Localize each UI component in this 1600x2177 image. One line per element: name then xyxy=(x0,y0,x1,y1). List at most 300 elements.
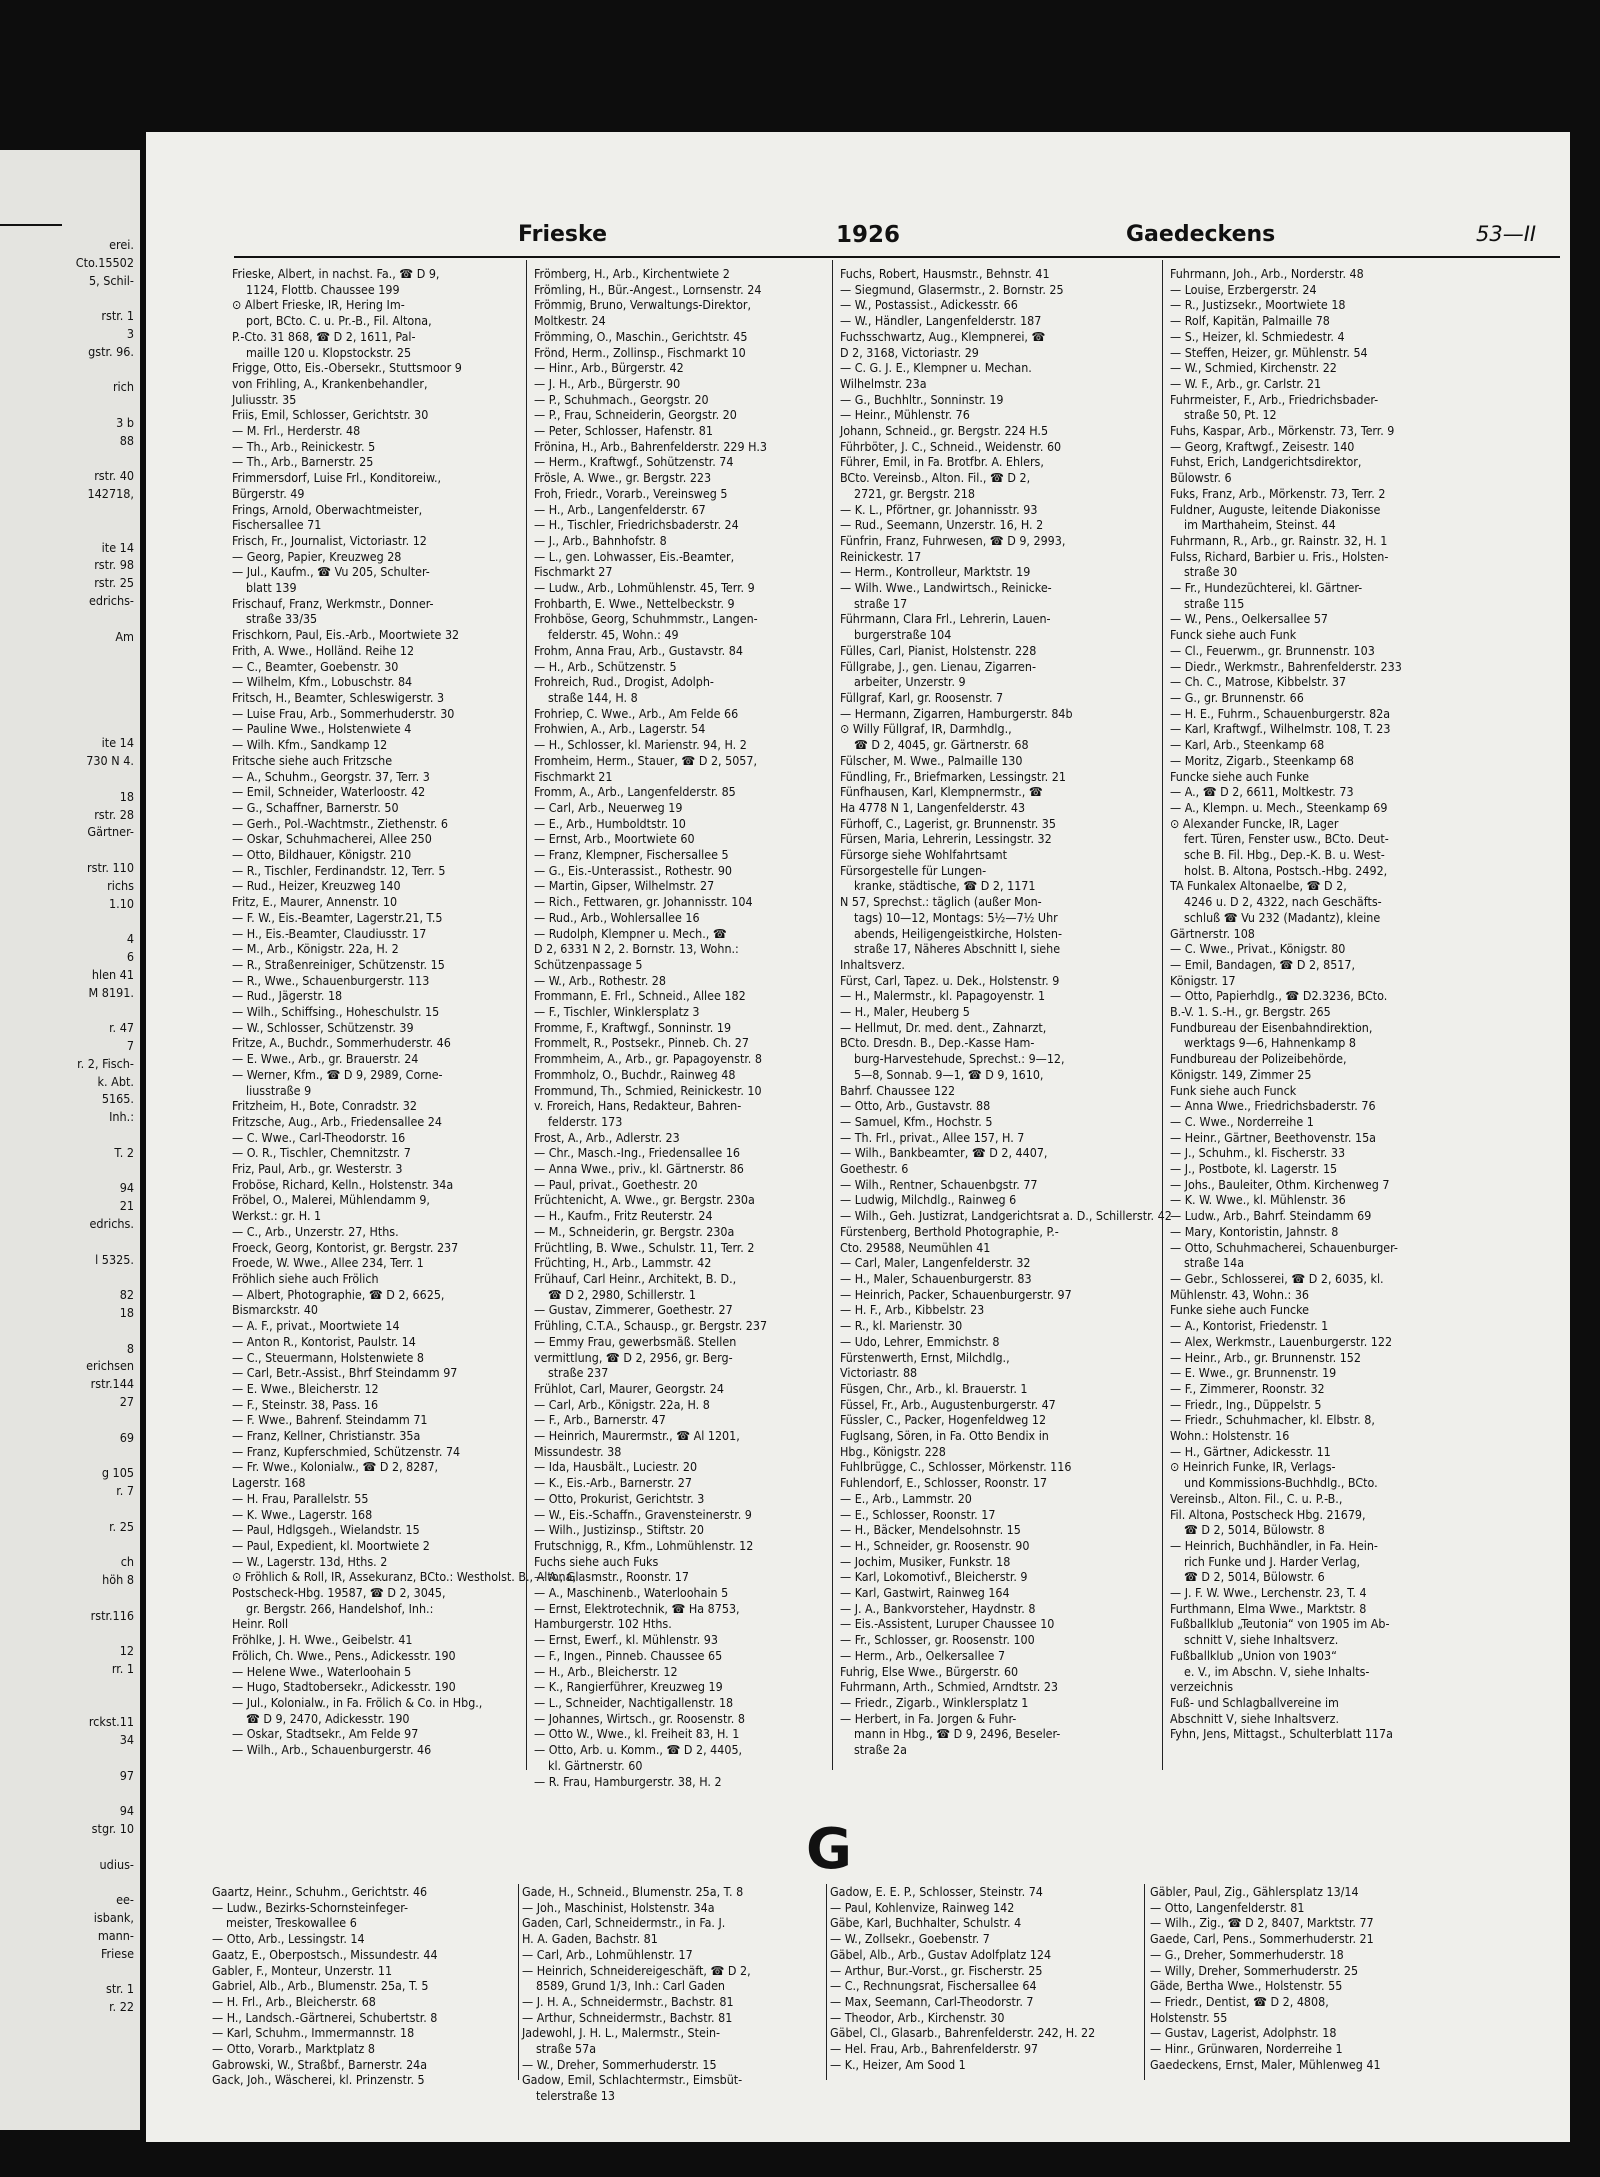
entry-line: port, BCto. C. u. Pr.-B., Fil. Altona, xyxy=(246,313,432,329)
entry-line: — L., Schneider, Nachtigallenstr. 18 xyxy=(534,1694,734,1710)
entry-line: — H., Malermstr., kl. Papagoyenstr. 1 xyxy=(840,988,1046,1004)
entry-line: Fröbel, O., Malerei, Mühlendamm 9, xyxy=(232,1192,430,1208)
entry-line: — R., Justizsekr., Moortwiete 18 xyxy=(1170,297,1346,313)
entry-line: burgerstraße 104 xyxy=(854,627,952,643)
entry-line: — Carl, Arb., Lohmühlenstr. 17 xyxy=(522,1946,693,1962)
entry-line: — Otto, Papierhdlg., ☎ D2.3236, BCto. xyxy=(1170,988,1388,1004)
entry-line: — Herbert, in Fa. Jorgen & Fuhr- xyxy=(840,1710,1017,1726)
entry-line: — K. W. Wwe., kl. Mühlenstr. 36 xyxy=(1170,1192,1346,1208)
entry-line: — C., Arb., Unzerstr. 27, Hths. xyxy=(232,1223,399,1239)
strip-line: edrichs- xyxy=(88,593,134,608)
entry-line: Fuhrmann, R., Arb., gr. Rainstr. 32, H. 1 xyxy=(1170,532,1388,548)
strip-line: edrichs. xyxy=(89,1216,134,1231)
entry-line: — L., gen. Lohwasser, Eis.-Beamter, xyxy=(534,548,735,564)
entry-line: Fundbureau der Eisenbahndirektion, xyxy=(1170,1019,1373,1035)
entry-line: — Cl., Feuerwm., gr. Brunnenstr. 103 xyxy=(1170,642,1375,658)
entry-line: — G., Dreher, Sommerhuderstr. 18 xyxy=(1150,1946,1344,1962)
entry-line: — M., Arb., Königstr. 22a, H. 2 xyxy=(232,941,399,957)
entry-line: Fischmarkt 27 xyxy=(534,564,613,580)
entry-line: Fritz, E., Maurer, Annenstr. 10 xyxy=(232,894,398,910)
entry-line: Fülles, Carl, Pianist, Holstenstr. 228 xyxy=(840,642,1037,658)
entry-line: 8589, Grund 1/3, Inh.: Carl Gaden xyxy=(536,1978,725,1994)
entry-line: Holstenstr. 55 xyxy=(1150,2009,1228,2025)
entry-line: — W., Schlosser, Schützenstr. 39 xyxy=(232,1019,414,1035)
entry-line: Bülowstr. 6 xyxy=(1170,470,1232,486)
entry-line: — Georg, Kraftwgf., Zeisestr. 140 xyxy=(1170,438,1355,454)
strip-line: 34 xyxy=(119,1732,134,1748)
strip-line: rstr. 40 xyxy=(94,468,134,484)
entry-line: telerstraße 13 xyxy=(536,2088,615,2104)
entry-line: Frohbarth, E. Wwe., Nettelbeckstr. 9 xyxy=(534,595,735,611)
entry-line: 5—8, Sonnab. 9—1, ☎ D 9, 1610, xyxy=(854,1066,1044,1082)
entry-line: — Jul., Kolonialw., in Fa. Frölich & Co. in Hbg., xyxy=(232,1694,483,1710)
entry-line: e. V., im Abschn. V, siehe Inhalts- xyxy=(1184,1663,1370,1679)
entry-line: — Jul., Kaufm., ☎ Vu 205, Schulter- xyxy=(232,564,430,580)
entry-line: Gäbel, Alb., Arb., Gustav Adolfplatz 124 xyxy=(830,1946,1052,1962)
strip-line: 5165. xyxy=(101,1091,134,1107)
entry-line: Funck siehe auch Funk xyxy=(1170,627,1297,643)
strip-line: 8 xyxy=(126,1340,134,1356)
entry-line: — Fr. Wwe., Kolonialw., ☎ D 2, 8287, xyxy=(232,1459,439,1475)
entry-line: — Friedr., Schuhmacher, kl. Elbstr. 8, xyxy=(1170,1412,1375,1428)
entry-line: maille 120 u. Klopstockstr. 25 xyxy=(246,344,412,360)
entry-line: — Mary, Kontoristin, Jahnstr. 8 xyxy=(1170,1223,1339,1239)
entry-line: — Wilh., Justizinsp., Stiftstr. 20 xyxy=(534,1522,704,1538)
entry-line: — Wilh., Schiffsing., Hoheschulstr. 15 xyxy=(232,1004,440,1020)
entry-line: — F., Zimmerer, Roonstr. 32 xyxy=(1170,1380,1325,1396)
entry-line: H. A. Gaden, Bachstr. 81 xyxy=(522,1931,658,1947)
entry-line: — Anna Wwe., priv., kl. Gärtnerstr. 86 xyxy=(534,1161,744,1177)
strip-line: 94 xyxy=(119,1180,134,1196)
entry-line: Schützenpassage 5 xyxy=(534,956,643,972)
strip-line: 18 xyxy=(119,1305,134,1320)
entry-line: Füssler, C., Packer, Hogenfeldweg 12 xyxy=(840,1412,1047,1428)
entry-line: Postscheck-Hbg. 19587, ☎ D 2, 3045, xyxy=(232,1585,446,1601)
entry-line: — Paul, Expedient, kl. Moortwiete 2 xyxy=(232,1537,430,1553)
entry-line: Früchtling, B. Wwe., Schulstr. 11, Terr. 2 xyxy=(534,1239,755,1255)
entry-line: — C., Steuermann, Holstenwiete 8 xyxy=(232,1349,424,1365)
entry-line: — Jochim, Musiker, Funkstr. 18 xyxy=(840,1553,1011,1569)
entry-line: — E. Wwe., gr. Brunnenstr. 19 xyxy=(1170,1365,1337,1381)
entry-line: Fürst, Carl, Tapez. u. Dek., Holstenstr. 9 xyxy=(840,972,1060,988)
entry-line: — Anton R., Kontorist, Paulstr. 14 xyxy=(232,1333,416,1349)
entry-line: — Otto, Langenfelderstr. 81 xyxy=(1150,1899,1305,1915)
entry-line: Hbg., Königstr. 228 xyxy=(840,1443,946,1459)
entry-line: Gäde, Bertha Wwe., Holstenstr. 55 xyxy=(1150,1978,1343,1994)
entry-line: ☎ D 2, 5014, Bülowstr. 6 xyxy=(1184,1569,1325,1585)
entry-line: — J. H., Arb., Bürgerstr. 90 xyxy=(534,375,681,391)
entry-line: werktags 9—6, Hahnenkamp 8 xyxy=(1184,1035,1356,1051)
entry-line: — H., Schlosser, kl. Marienstr. 94, H. 2 xyxy=(534,737,747,753)
entry-line: ⊙ Heinrich Funke, IR, Verlags- xyxy=(1170,1459,1336,1475)
entry-line: — E. Wwe., Bleicherstr. 12 xyxy=(232,1380,379,1396)
entry-line: Führmann, Clara Frl., Lehrerin, Lauen- xyxy=(840,611,1051,627)
entry-line: — Paul, Hdlgsgeh., Wielandstr. 15 xyxy=(232,1522,420,1538)
entry-line: Vereinsb., Alton. Fil., C. u. P.-B., xyxy=(1170,1490,1343,1506)
strip-line: höh 8 xyxy=(102,1572,134,1587)
entry-line: ☎ D 2, 2980, Schillerstr. 1 xyxy=(548,1286,696,1302)
entry-line: Bahrf. Chaussee 122 xyxy=(840,1082,956,1098)
entry-line: — Pauline Wwe., Holstenwiete 4 xyxy=(232,721,412,737)
entry-line: Fritzsche, Aug., Arb., Friedensallee 24 xyxy=(232,1113,442,1129)
entry-line: — Carl, Betr.-Assist., Bhrf Steindamm 97 xyxy=(232,1365,458,1381)
entry-line: — Hinr., Arb., Bürgerstr. 42 xyxy=(534,360,684,376)
entry-line: — A., Kontorist, Friedenstr. 1 xyxy=(1170,1318,1329,1334)
entry-line: Früchtenicht, A. Wwe., gr. Bergstr. 230a xyxy=(534,1192,755,1208)
strip-line: 27 xyxy=(119,1394,134,1409)
previous-page-strip xyxy=(0,150,140,2130)
entry-line: — Helene Wwe., Waterloohain 5 xyxy=(232,1663,412,1679)
entry-line: — E., Arb., Humboldtstr. 10 xyxy=(534,815,686,831)
entry-line: — G., gr. Brunnenstr. 66 xyxy=(1170,689,1304,705)
entry-line: — Albert, Photographie, ☎ D 2, 6625, xyxy=(232,1286,445,1302)
column-divider xyxy=(826,1884,827,2080)
column-divider xyxy=(1162,260,1163,1770)
entry-line: mann in Hbg., ☎ D 9, 2496, Beseler- xyxy=(854,1726,1061,1742)
entry-line: sche B. Fil. Hbg., Dep.-K. B. u. West- xyxy=(1184,847,1385,863)
entry-line: — W., Händler, Langenfelderstr. 187 xyxy=(840,313,1042,329)
entry-line: Fürstenwerth, Ernst, Milchdlg., xyxy=(840,1349,1010,1365)
entry-line: Frost, A., Arb., Adlerstr. 23 xyxy=(534,1129,680,1145)
entry-line: Fromm, A., Arb., Langenfelderstr. 85 xyxy=(534,784,736,800)
entry-line: Gaede, Carl, Pens., Sommerhuderstr. 21 xyxy=(1150,1931,1374,1947)
strip-line: mann- xyxy=(97,1928,134,1943)
entry-line: abends, Heiligengeistkirche, Holsten- xyxy=(854,925,1062,941)
entry-line: — Otto, Arb. u. Komm., ☎ D 2, 4405, xyxy=(534,1742,743,1758)
strip-line: 88 xyxy=(119,432,134,448)
entry-line: — R., kl. Marienstr. 30 xyxy=(840,1318,963,1334)
entry-line: — J., Postbote, kl. Lagerstr. 15 xyxy=(1170,1161,1338,1177)
entry-line: straße 57a xyxy=(536,2041,597,2057)
entry-line: straße 14a xyxy=(1184,1255,1245,1271)
entry-line: — Arthur, Schneidermstr., Bachstr. 81 xyxy=(522,2009,733,2025)
entry-line: — R. Frau, Hamburgerstr. 38, H. 2 xyxy=(534,1773,722,1789)
entry-line: Frösle, A. Wwe., gr. Bergstr. 223 xyxy=(534,470,712,486)
entry-line: — Udo, Lehrer, Emmichstr. 8 xyxy=(840,1333,1000,1349)
entry-line: — F., Tischler, Winklersplatz 3 xyxy=(534,1004,700,1020)
entry-line: — C. Wwe., Privat., Königstr. 80 xyxy=(1170,941,1346,957)
entry-line: — A., Maschinenb., Waterloohain 5 xyxy=(534,1585,729,1601)
entry-line: Gadow, Emil, Schlachtermstr., Eimsbüt- xyxy=(522,2072,743,2088)
strip-line: 3 xyxy=(126,326,134,341)
strip-line: rstr. 28 xyxy=(94,806,134,822)
section-letter: G xyxy=(806,1817,852,1882)
entry-line: — Otto, Schuhmacherei, Schauenburger- xyxy=(1170,1239,1398,1255)
entry-line: Wilhelmstr. 23a xyxy=(840,375,927,391)
strip-line: 21 xyxy=(119,1198,134,1214)
entry-line: — Rud., Jägerstr. 18 xyxy=(232,988,343,1004)
entry-line: Fuhrmann, Joh., Arb., Norderstr. 48 xyxy=(1170,266,1364,281)
entry-line: von Frihling, A., Krankenbehandler, xyxy=(232,375,428,391)
entry-line: schluß ☎ Vu 232 (Madantz), kleine xyxy=(1184,909,1381,925)
entry-line: Gaden, Carl, Schneidermstr., in Fa. J. xyxy=(522,1915,726,1931)
strip-line: 3 b xyxy=(116,415,134,430)
entry-line: — Rudolph, Klempner u. Mech., ☎ xyxy=(534,925,727,941)
entry-line: Bismarckstr. 40 xyxy=(232,1302,319,1318)
entry-line: — Rud., Heizer, Kreuzweg 140 xyxy=(232,878,401,894)
entry-line: — M. Frl., Herderstr. 48 xyxy=(232,423,361,439)
entry-line: Fröhlke, J. H. Wwe., Geibelstr. 41 xyxy=(232,1632,413,1648)
entry-line: straße 2a xyxy=(854,1742,907,1758)
entry-line: — J., Schuhm., kl. Fischerstr. 33 xyxy=(1170,1145,1346,1161)
entry-line: — Hel. Frau, Arb., Bahrenfelderstr. 97 xyxy=(830,2041,1039,2057)
entry-line: Gärtnerstr. 108 xyxy=(1170,925,1255,941)
strip-line: g 105 xyxy=(101,1465,134,1481)
strip-line: 5, Schil- xyxy=(88,272,134,288)
entry-line: 2721, gr. Bergstr. 218 xyxy=(854,485,975,501)
entry-line: — Samuel, Kfm., Hochstr. 5 xyxy=(840,1113,993,1129)
entry-line: — M., Schneiderin, gr. Bergstr. 230a xyxy=(534,1223,735,1239)
strip-line: rstr. 110 xyxy=(87,860,134,875)
entry-line: TA Funkalex Altonaelbe, ☎ D 2, xyxy=(1170,878,1347,894)
entry-line: straße 237 xyxy=(548,1365,609,1381)
entry-line: verzeichnis xyxy=(1170,1679,1234,1695)
entry-line: Jadewohl, J. H. L., Malermstr., Stein- xyxy=(522,2025,721,2041)
entry-line: Gabriel, Alb., Arb., Blumenstr. 25a, T. 5 xyxy=(212,1978,429,1994)
entry-line: Führböter, J. C., Schneid., Weidenstr. 60 xyxy=(840,438,1062,454)
entry-line: — E., Arb., Lammstr. 20 xyxy=(840,1490,972,1506)
entry-line: Fuhst, Erich, Landgerichtsdirektor, xyxy=(1170,454,1362,470)
entry-line: — Franz, Kupferschmied, Schützenstr. 74 xyxy=(232,1443,461,1459)
entry-line: — S., Heizer, kl. Schmiedestr. 4 xyxy=(1170,328,1345,344)
entry-line: — G., Schaffner, Barnerstr. 50 xyxy=(232,799,399,815)
entry-line: — A., Klempn. u. Mech., Steenkamp 69 xyxy=(1170,799,1388,815)
entry-line: Frings, Arnold, Oberwachtmeister, xyxy=(232,501,423,517)
entry-line: Fulss, Richard, Barbier u. Fris., Holsten- xyxy=(1170,548,1389,564)
g-column-3 xyxy=(830,1884,1142,2072)
entry-line: Frutschnigg, R., Kfm., Lohmühlenstr. 12 xyxy=(534,1537,754,1553)
entry-line: straße 144, H. 8 xyxy=(548,689,638,705)
entry-line: — Emmy Frau, gewerbsmäß. Stellen xyxy=(534,1333,737,1349)
entry-line: ⊙ Fröhlich & Roll, IR, Assekuranz, BCto.: Westholst. B., Altona, xyxy=(232,1569,576,1585)
entry-line: — C. G. J. E., Klempner u. Mechan. xyxy=(840,360,1032,376)
entry-line: — Otto, Vorarb., Marktplatz 8 xyxy=(212,2041,375,2057)
entry-line: fert. Türen, Fenster usw., BCto. Deut- xyxy=(1184,831,1389,847)
entry-line: Friz, Paul, Arb., gr. Westerstr. 3 xyxy=(232,1161,403,1177)
entry-line: N 57, Sprechst.: täglich (außer Mon- xyxy=(840,894,1042,910)
entry-line: straße 33/35 xyxy=(246,611,318,627)
entry-line: Fuhrig, Else Wwe., Bürgerstr. 60 xyxy=(840,1663,1019,1679)
strip-line: gstr. 96. xyxy=(88,343,134,359)
entry-line: Fünfrin, Franz, Fuhrwesen, ☎ D 9, 2993, xyxy=(840,532,1066,548)
entry-line: Fürstenberg, Berthold Photographie, P.- xyxy=(840,1223,1059,1239)
entry-line: — Werner, Kfm., ☎ D 9, 2989, Corne- xyxy=(232,1066,443,1082)
entry-line: Fuhlendorf, E., Schlosser, Roonstr. 17 xyxy=(840,1475,1048,1491)
entry-line: Königstr. 17 xyxy=(1170,972,1236,988)
entry-line: Frölich, Ch. Wwe., Pens., Adickesstr. 190 xyxy=(232,1647,456,1663)
entry-line: Frohm, Anna Frau, Arb., Gustavstr. 84 xyxy=(534,642,743,658)
entry-line: straße 17 xyxy=(854,595,908,611)
entry-line: — Rud., Arb., Wohlersallee 16 xyxy=(534,909,700,925)
entry-line: Moltkestr. 24 xyxy=(534,313,606,329)
entry-line: Fürsen, Maria, Lehrerin, Lessingstr. 32 xyxy=(840,831,1052,847)
strip-line: 12 xyxy=(119,1643,134,1659)
strip-line: rstr. 1 xyxy=(101,308,134,324)
entry-line: Frönina, H., Arb., Bahrenfelderstr. 229 H.3 xyxy=(534,438,767,454)
entry-line: Frischauf, Franz, Werkmstr., Donner- xyxy=(232,595,434,611)
column-divider xyxy=(526,260,527,1770)
entry-line: Frönd, Herm., Zollinsp., Fischmarkt 10 xyxy=(534,344,746,360)
entry-line: B.-V. 1. S.-H., gr. Bergstr. 265 xyxy=(1170,1004,1331,1020)
entry-line: — Johannes, Wirtsch., gr. Roosenstr. 8 xyxy=(534,1710,745,1726)
strip-line: ee- xyxy=(116,1892,134,1908)
entry-line: — Ida, Hausbält., Luciestr. 20 xyxy=(534,1459,698,1475)
entry-line: Gäbel, Cl., Glasarb., Bahrenfelderstr. 242, H. 22 xyxy=(830,2025,1096,2041)
entry-line: Funke siehe auch Funcke xyxy=(1170,1302,1310,1318)
entry-line: — H., Arb., Langenfelderstr. 67 xyxy=(534,501,706,517)
entry-line: Hamburgerstr. 102 Hths. xyxy=(534,1616,672,1632)
entry-line: — Wilh., Zig., ☎ D 2, 8407, Marktstr. 77 xyxy=(1150,1915,1374,1931)
entry-line: Königstr. 149, Zimmer 25 xyxy=(1170,1066,1312,1082)
entry-line: Frischkorn, Paul, Eis.-Arb., Moortwiete 32 xyxy=(232,627,460,643)
entry-line: — F., Ingen., Pinneb. Chaussee 65 xyxy=(534,1647,723,1663)
header-year: 1926 xyxy=(836,222,901,248)
entry-line: Gadow, E. E. P., Schlosser, Steinstr. 74 xyxy=(830,1884,1043,1899)
entry-line: — Heinr., Arb., gr. Brunnenstr. 152 xyxy=(1170,1349,1361,1365)
entry-line: — H., Gärtner, Adickesstr. 11 xyxy=(1170,1443,1331,1459)
entry-line: — J. A., Bankvorsteher, Haydnstr. 8 xyxy=(840,1600,1036,1616)
entry-line: — Otto, Arb., Gustavstr. 88 xyxy=(840,1098,991,1114)
entry-line: — H. F., Arb., Kibbelstr. 23 xyxy=(840,1302,985,1318)
entry-line: Fuhrmann, Arth., Schmied, Arndtstr. 23 xyxy=(840,1679,1059,1695)
entry-line: — Karl, Kraftwgf., Wilhelmstr. 108, T. 23 xyxy=(1170,721,1391,737)
strip-line: rckst.11 xyxy=(88,1714,134,1730)
strip-line: l 5325. xyxy=(95,1251,134,1267)
entry-line: Gabler, F., Monteur, Unzerstr. 11 xyxy=(212,1962,393,1978)
entry-line: — Luise Frau, Arb., Sommerhuderstr. 30 xyxy=(232,705,455,721)
entry-line: — Hugo, Stadtobersekr., Adickesstr. 190 xyxy=(232,1679,456,1695)
entry-line: Füllgraf, Karl, gr. Roosenstr. 7 xyxy=(840,689,1004,705)
strip-line: 7 xyxy=(126,1038,134,1053)
entry-line: — Georg, Papier, Kreuzweg 28 xyxy=(232,548,402,564)
entry-line: Fuchsschwartz, Aug., Klempnerei, ☎ xyxy=(840,328,1046,344)
entry-line: v. Froreich, Hans, Redakteur, Bahren- xyxy=(534,1098,742,1114)
entry-line: — Martin, Gipser, Wilhelmstr. 27 xyxy=(534,878,715,894)
strip-rule xyxy=(0,224,62,226)
entry-line: Frühlot, Carl, Maurer, Georgstr. 24 xyxy=(534,1380,724,1396)
strip-line: r. 7 xyxy=(116,1483,134,1498)
entry-line: Funk siehe auch Funck xyxy=(1170,1082,1297,1098)
entry-line: — E., Schlosser, Roonstr. 17 xyxy=(840,1506,996,1522)
entry-line: Gack, Joh., Wäscherei, kl. Prinzenstr. 5 xyxy=(212,2072,425,2088)
entry-line: Fürhoff, C., Lagerist, gr. Brunnenstr. 35 xyxy=(840,815,1056,831)
page-number: 53—II xyxy=(1476,222,1537,246)
entry-line: vermittlung, ☎ D 2, 2956, gr. Berg- xyxy=(534,1349,733,1365)
entry-line: — Joh., Maschinist, Holstenstr. 34a xyxy=(522,1899,715,1915)
entry-line: Fülscher, M. Wwe., Palmaille 130 xyxy=(840,752,1023,768)
entry-line: Funcke siehe auch Funke xyxy=(1170,768,1310,784)
entry-line: Frühauf, Carl Heinr., Architekt, B. D., xyxy=(534,1271,737,1286)
strip-line: 142718, xyxy=(87,486,134,502)
entry-line: — H., Bäcker, Mendelsohnstr. 15 xyxy=(840,1522,1021,1538)
entry-line: Gaatz, E., Oberpostsch., Missundestr. 44 xyxy=(212,1946,438,1962)
entry-line: Inhaltsverz. xyxy=(840,956,905,972)
entry-line: — E. Wwe., Arb., gr. Brauerstr. 24 xyxy=(232,1051,419,1067)
entry-line: — Carl, Maler, Langenfelderstr. 32 xyxy=(840,1255,1031,1271)
entry-line: Fuldner, Auguste, leitende Diakonisse xyxy=(1170,501,1381,517)
entry-line: — A., ☎ D 2, 6611, Moltkestr. 73 xyxy=(1170,784,1354,800)
entry-line: — Moritz, Zigarb., Steenkamp 68 xyxy=(1170,752,1354,768)
strip-line: stgr. 10 xyxy=(91,1821,134,1837)
entry-line: straße 115 xyxy=(1184,595,1245,611)
entry-line: liusstraße 9 xyxy=(246,1082,312,1098)
entry-line: — Herm., Kraftwgf., Sohützenstr. 74 xyxy=(534,454,734,470)
entry-line: — Friedr., Dentist, ☎ D 2, 4808, xyxy=(1150,1993,1329,2009)
strip-line: 94 xyxy=(119,1803,134,1819)
strip-line: r. 2, Fisch- xyxy=(77,1055,134,1071)
entry-line: Fuglsang, Sören, in Fa. Otto Bendix in xyxy=(840,1428,1049,1444)
entry-line: Führer, Emil, in Fa. Brotfbr. A. Ehlers, xyxy=(840,454,1044,470)
entry-line: Fünfhausen, Karl, Klempnermstr., ☎ xyxy=(840,784,1043,800)
entry-line: — Fr., Schlosser, gr. Roosenstr. 100 xyxy=(840,1632,1035,1648)
entry-line: — Otto W., Wwe., kl. Freiheit 83, H. 1 xyxy=(534,1726,740,1742)
entry-line: burg-Harvestehude, Sprechst.: 9—12, xyxy=(854,1051,1065,1067)
entry-line: Frigge, Otto, Eis.-Obersekr., Stuttsmoor 9 xyxy=(232,360,462,376)
entry-line: — Wilh. Wwe., Landwirtsch., Reinicke- xyxy=(840,580,1052,596)
entry-line: Frieske, Albert, in nachst. Fa., ☎ D 9, xyxy=(232,266,440,281)
entry-line: — Hinr., Grünwaren, Norderreihe 1 xyxy=(1150,2041,1343,2057)
strip-line: k. Abt. xyxy=(97,1073,134,1089)
entry-line: rich Funke und J. Harder Verlag, xyxy=(1184,1553,1361,1569)
entry-line: — Wilh., Geh. Justizrat, Landgerichtsrat a. D., Schillerstr. 42 xyxy=(840,1208,1172,1224)
entry-line: — Ludw., Arb., Bahrf. Steindamm 69 xyxy=(1170,1208,1372,1224)
entry-line: — H., Landsch.-Gärtnerei, Schubertstr. 8 xyxy=(212,2009,438,2025)
entry-line: — Emil, Bandagen, ☎ D 2, 8517, xyxy=(1170,956,1356,972)
entry-line: 4246 u. D 2, 4322, nach Geschäfts- xyxy=(1184,894,1382,910)
entry-line: — Carl, Arb., Königstr. 22a, H. 8 xyxy=(534,1396,710,1412)
entry-line: — C., Beamter, Goebenstr. 30 xyxy=(232,658,399,674)
entry-line: — Alex, Werkmstr., Lauenburgerstr. 122 xyxy=(1170,1333,1393,1349)
entry-line: — Willy, Dreher, Sommerhuderstr. 25 xyxy=(1150,1962,1359,1978)
entry-line: Frömberg, H., Arb., Kirchentwiete 2 xyxy=(534,266,730,281)
entry-line: — F. W., Eis.-Beamter, Lagerstr.21, T.5 xyxy=(232,909,443,925)
strip-line: r. 22 xyxy=(109,1999,134,2015)
entry-line: Frisch, Fr., Journalist, Victoriastr. 12 xyxy=(232,532,427,548)
entry-line: — Rich., Fettwaren, gr. Johannisstr. 104 xyxy=(534,894,753,910)
entry-line: straße 17, Näheres Abschnitt I, siehe xyxy=(854,941,1061,957)
entry-line: — Ludw., Arb., Lohmühlenstr. 45, Terr. 9 xyxy=(534,580,755,596)
entry-line: — A. F., privat., Moortwiete 14 xyxy=(232,1318,400,1334)
entry-line: Fröhlich siehe auch Frölich xyxy=(232,1271,379,1286)
entry-line: — Heinr., Gärtner, Beethovenstr. 15a xyxy=(1170,1129,1377,1145)
strip-line: ite 14 xyxy=(101,735,134,751)
entry-line: — Diedr., Werkmstr., Bahrenfelderstr. 233 xyxy=(1170,658,1402,674)
entry-line: Fuhrmeister, F., Arb., Friedrichsbader- xyxy=(1170,391,1379,407)
entry-line: Fürsorge siehe Wohlfahrtsamt xyxy=(840,847,1007,863)
entry-line: Fischmarkt 21 xyxy=(534,768,613,784)
entry-line: — Steffen, Heizer, gr. Mühlenstr. 54 xyxy=(1170,344,1368,360)
entry-line: — Heinrich, Buchhändler, in Fa. Hein- xyxy=(1170,1537,1378,1553)
entry-line: — Rolf, Kapitän, Palmaille 78 xyxy=(1170,313,1330,329)
entry-line: — Johs., Bauleiter, Othm. Kirchenweg 7 xyxy=(1170,1176,1390,1192)
entry-line: — Theodor, Arb., Kirchenstr. 30 xyxy=(830,2009,1005,2025)
entry-line: — J. F. W. Wwe., Lerchenstr. 23, T. 4 xyxy=(1170,1585,1367,1601)
entry-line: Frohriep, C. Wwe., Arb., Am Felde 66 xyxy=(534,705,739,721)
entry-line: Fuks, Franz, Arb., Mörkenstr. 73, Terr. 2 xyxy=(1170,485,1386,501)
strip-line: rstr.116 xyxy=(90,1607,134,1623)
entry-line: arbeiter, Unzerstr. 9 xyxy=(854,674,966,690)
entry-line: — Eis.-Assistent, Luruper Chaussee 10 xyxy=(840,1616,1055,1632)
entry-line: Froh, Friedr., Vorarb., Vereinsweg 5 xyxy=(534,485,728,501)
entry-line: Frommholz, O., Buchdr., Rainweg 48 xyxy=(534,1066,736,1082)
entry-line: Froeck, Georg, Kontorist, gr. Bergstr. 237 xyxy=(232,1239,459,1255)
strip-line: hlen 41 xyxy=(91,966,134,982)
directory-page xyxy=(146,132,1570,2142)
entry-line: — Otto, Prokurist, Gerichtstr. 3 xyxy=(534,1490,705,1506)
entry-line: Gaartz, Heinr., Schuhm., Gerichtstr. 46 xyxy=(212,1884,428,1899)
column-3 xyxy=(840,266,1172,1758)
entry-line: Fritsche siehe auch Fritzsche xyxy=(232,752,393,768)
